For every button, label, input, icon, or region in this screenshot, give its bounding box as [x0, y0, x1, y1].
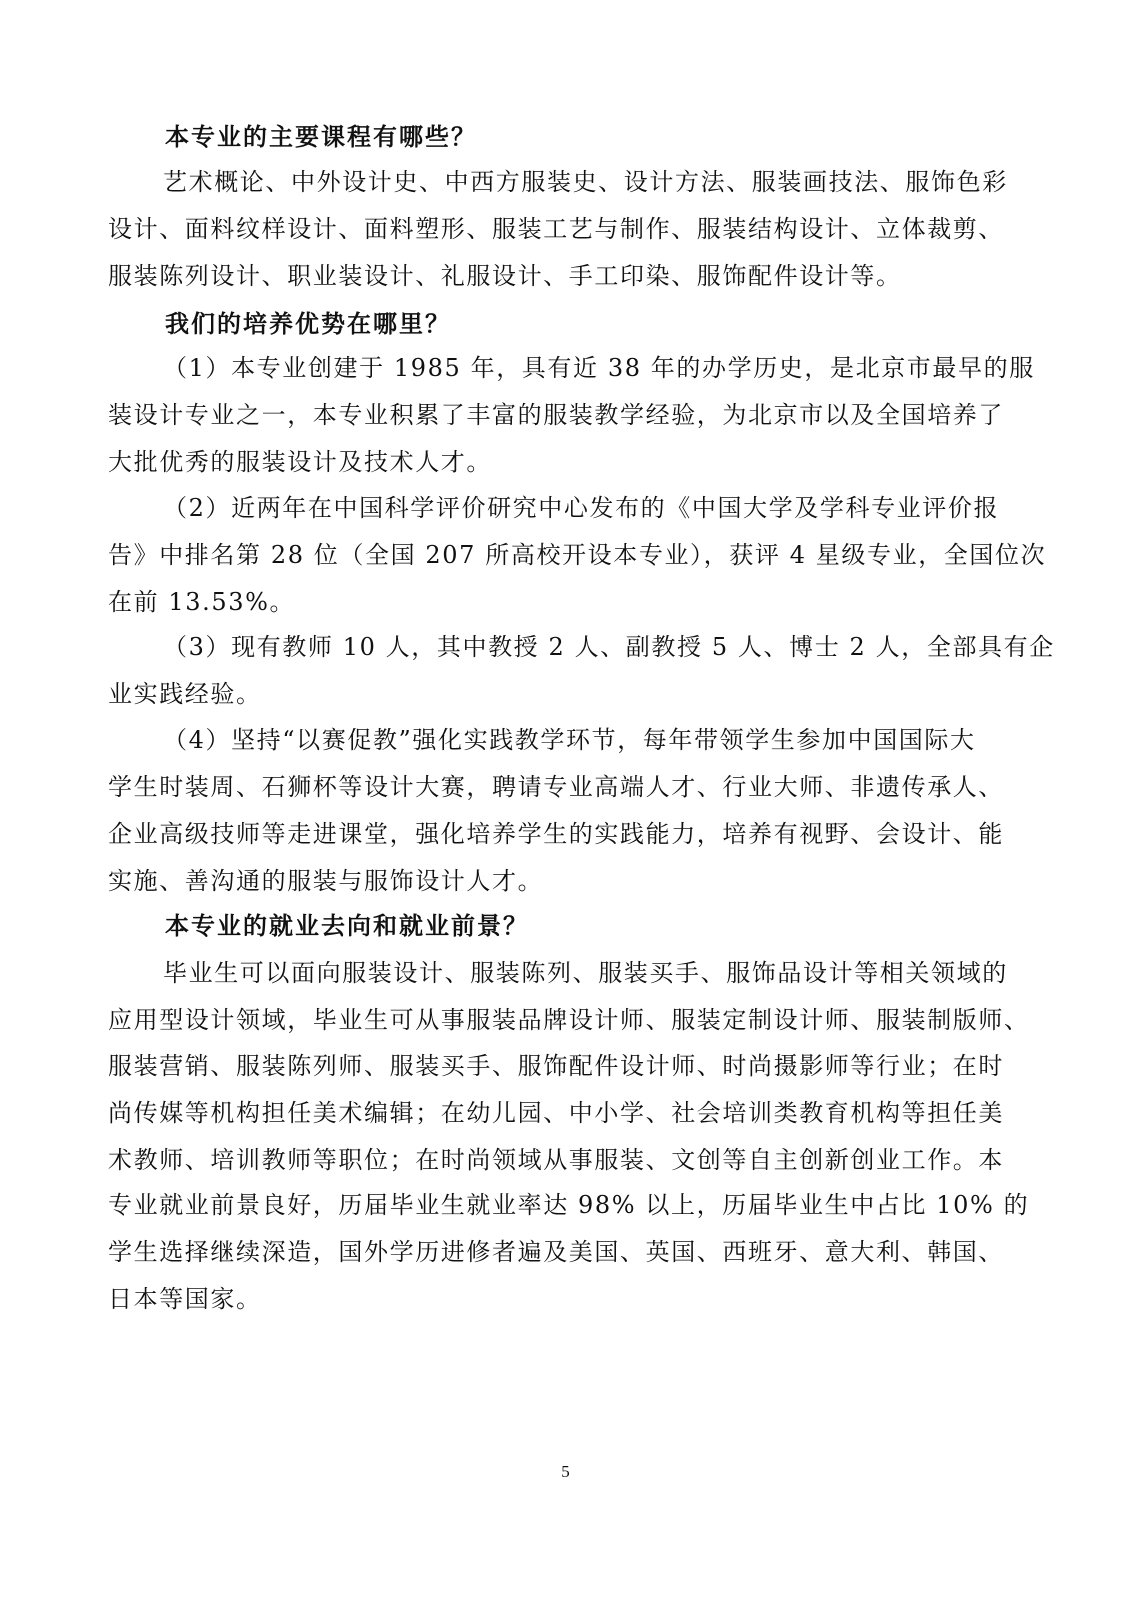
- paragraph-line: （3）现有教师 10 人，其中教授 2 人、副教授 5 人、博士 2 人，全部具有企: [163, 633, 1055, 661]
- paragraph-line: 企业高级技师等走进课堂，强化培养学生的实践能力，培养有视野、会设计、能: [108, 820, 1004, 848]
- paragraph-line: 日本等国家。: [108, 1285, 262, 1313]
- paragraph-line: 告》中排名第 28 位（全国 207 所高校开设本专业），获评 4 星级专业，全国位次: [108, 541, 1047, 569]
- paragraph-line: 大批优秀的服装设计及技术人才。: [108, 448, 492, 476]
- paragraph-line: 设计、面料纹样设计、面料塑形、服装工艺与制作、服装结构设计、立体裁剪、: [108, 215, 1004, 243]
- paragraph-line: 装设计专业之一，本专业积累了丰富的服装教学经验，为北京市以及全国培养了: [108, 401, 1004, 429]
- paragraph-line: 术教师、培训教师等职位；在时尚领域从事服装、文创等自主创新创业工作。本: [108, 1146, 1004, 1174]
- section-heading: 本专业的就业去向和就业前景？: [165, 911, 529, 940]
- paragraph-line: 业实践经验。: [108, 680, 262, 708]
- paragraph-line: 服装陈列设计、职业装设计、礼服设计、手工印染、服饰配件设计等。: [108, 262, 902, 290]
- paragraph-line: 艺术概论、中外设计史、中西方服装史、设计方法、服装画技法、服饰色彩: [163, 168, 1008, 196]
- paragraph-line: 学生时装周、石狮杯等设计大赛，聘请专业高端人才、行业大师、非遗传承人、: [108, 773, 1004, 801]
- page-number: 5: [561, 1462, 570, 1481]
- paragraph-line: 学生选择继续深造，国外学历进修者遍及美国、英国、西班牙、意大利、韩国、: [108, 1238, 1004, 1266]
- paragraph-line: （2）近两年在中国科学评价研究中心发布的《中国大学及学科专业评价报: [163, 494, 1000, 522]
- paragraph-line: （4）坚持“以赛促教”强化实践教学环节，每年带领学生参加中国国际大: [163, 726, 976, 754]
- paragraph-line: 在前 13.53%。: [108, 588, 296, 616]
- paragraph-line: 毕业生可以面向服装设计、服装陈列、服装买手、服饰品设计等相关领域的: [163, 959, 1008, 987]
- paragraph-line: 服装营销、服装陈列师、服装买手、服饰配件设计师、时尚摄影师等行业；在时: [108, 1052, 1004, 1080]
- paragraph-line: 实施、善沟通的服装与服饰设计人才。: [108, 867, 544, 895]
- paragraph-line: （1）本专业创建于 1985 年，具有近 38 年的办学历史，是北京市最早的服: [163, 354, 1035, 382]
- paragraph-line: 尚传媒等机构担任美术编辑；在幼儿园、中小学、社会培训类教育机构等担任美: [108, 1099, 1004, 1127]
- section-heading: 本专业的主要课程有哪些？: [165, 122, 477, 151]
- section-heading: 我们的培养优势在哪里？: [165, 309, 451, 338]
- paragraph-line: 应用型设计领域，毕业生可从事服装品牌设计师、服装定制设计师、服装制版师、: [108, 1006, 1030, 1034]
- paragraph-line: 专业就业前景良好，历届毕业生就业率达 98% 以上，历届毕业生中占比 10% 的: [108, 1191, 1030, 1219]
